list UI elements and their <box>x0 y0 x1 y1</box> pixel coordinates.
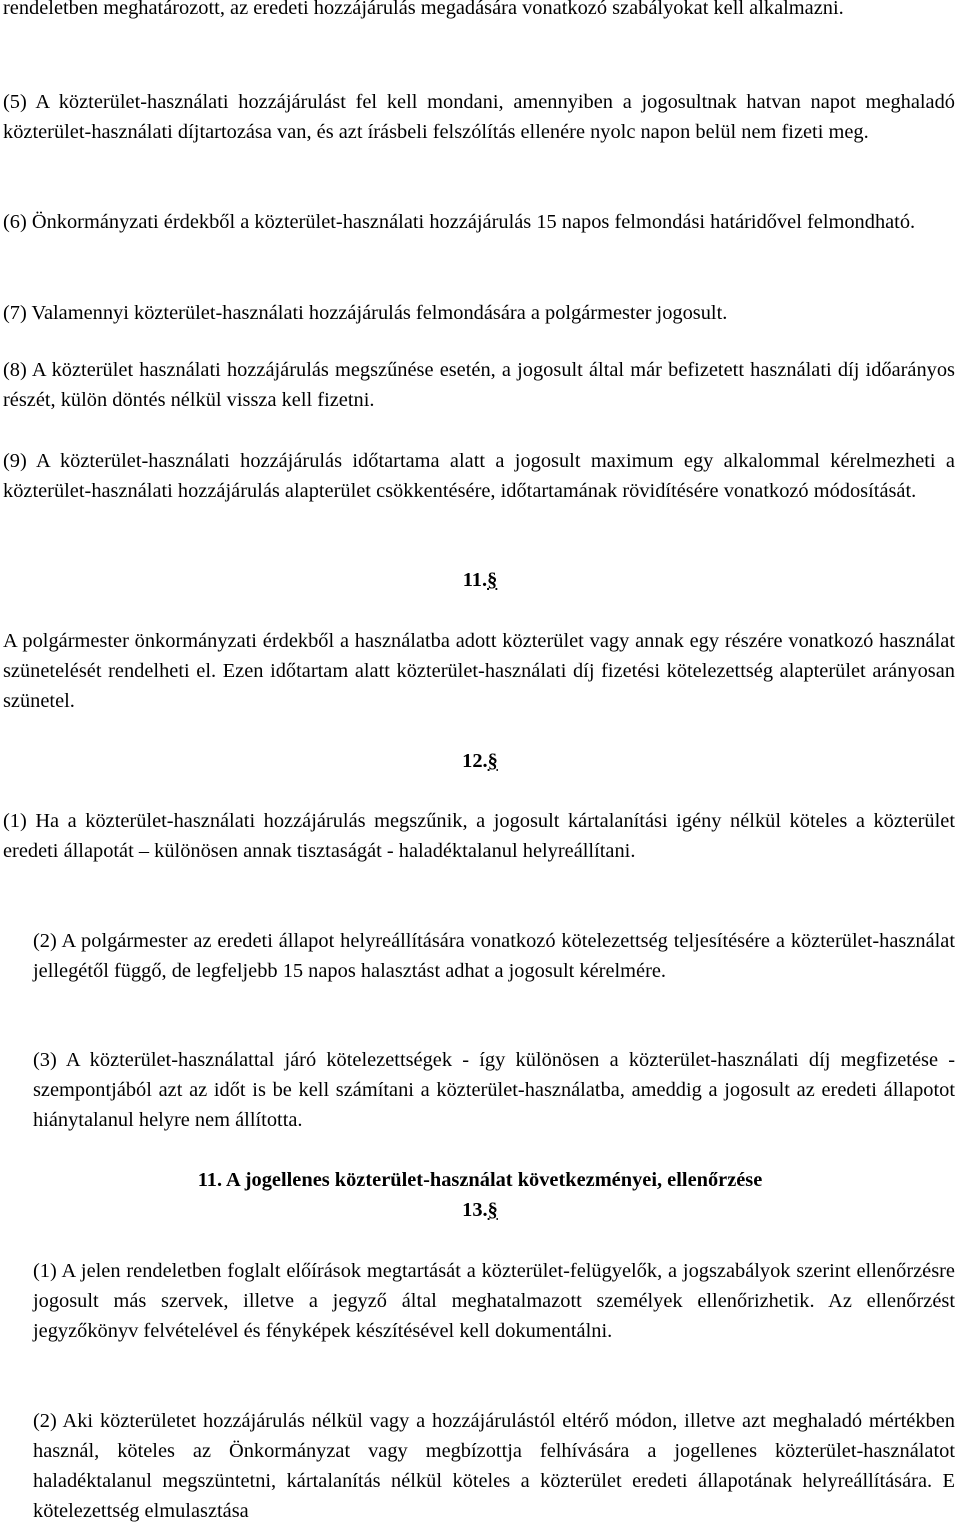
section-11-text: A polgármester önkormányzati érdekből a használatba adott közterület vagy annak egy részére vonatkozó használat szünetelését rendelheti el. Ezen időtartam alatt közterület-használati díj fizetési kötelezettség alapterület arányosan szünetel. <box>3 630 955 712</box>
section-12-paragraph-3: (3) A közterület-használattal járó kötelezettségek - így különösen a közterület-használati díj megfizetése - szempontjából azt az időt is be kell számítani a közterület-használatba, ameddig a jogosult az eredeti állapotot hiánytalanul helyre nem állította. <box>33 1049 955 1131</box>
paragraph-8: (8) A közterület használati hozzájárulás megszűnése esetén, a jogosult által már befizetett használati díj időarányos részét, külön döntés nélkül vissza kell fizetni. <box>3 359 955 411</box>
section-mark-icon: § <box>487 750 498 772</box>
paragraph-7: (7) Valamennyi közterület-használati hozzájárulás felmondására a polgármester jogosult. <box>3 302 728 324</box>
section-11-heading <box>0 565 960 595</box>
paragraph-intro: rendeletben meghatározott, az eredeti hozzájárulás megadására vonatkozó szabályokat kell alkalmazni. <box>3 0 844 19</box>
section-13-paragraph-1: (1) A jelen rendeletben foglalt előírások megtartását a közterület-felügyelők, a jogszabályok szerint ellenőrzésre jogosult más szervek, illetve a jegyző által meghatalmazott személyek ellenőrizhetik. Az ellenőrzést jegyzőkönyv felvételével és fényképek készítésével kell dokumentálni. <box>33 1260 955 1342</box>
section-mark-icon: § <box>487 569 498 591</box>
paragraph-6: (6) Önkormányzati érdekből a közterület-használati hozzájárulás 15 napos felmondási határidővel felmondható. <box>3 211 916 233</box>
section-12-heading <box>0 746 960 776</box>
section-13-number: 13. <box>462 1199 488 1221</box>
section-mark-icon: § <box>487 1199 498 1221</box>
section-11-number: 11. <box>462 569 488 591</box>
section-13-heading <box>0 1195 960 1225</box>
paragraph-5: (5) A közterület-használati hozzájárulást fel kell mondani, amennyiben a jogosultnak hatvan napot meghaladó közterület-használati díjtartozása van, és azt írásbeli felszólítás ellenére nyolc napon belül nem fizeti meg. <box>3 91 955 143</box>
section-12-number: 12. <box>462 750 488 772</box>
chapter-11-heading: 11. A jogellenes közterület-használat következményei, ellenőrzése <box>197 1169 763 1191</box>
section-12-paragraph-2: (2) A polgármester az eredeti állapot helyreállítására vonatkozó kötelezettség teljesítésére a közterület-használat jellegétől függő, de legfeljebb 15 napos halasztást adhat a jogosult kérelmére. <box>33 930 955 982</box>
section-13-paragraph-2: (2) Aki közterületet hozzájárulás nélkül vagy a hozzájárulástól eltérő módon, illetve azt meghaladó mértékben használ, köteles az Önkormányzat vagy megbízottja felhívására a jogellenes közterület-használatot haladéktalanul megszüntetni, kártalanítás nélkül köteles a közterület eredeti állapotának helyreállítására. E kötelezettség elmulasztása <box>33 1410 955 1522</box>
section-12-paragraph-1: (1) Ha a közterület-használati hozzájárulás megszűnik, a jogosult kártalanítási igény nélkül köteles a közterület eredeti állapotát – különösen annak tisztaságát - haladéktalanul helyreállítani. <box>3 810 955 862</box>
paragraph-9: (9) A közterület-használati hozzájárulás időtartama alatt a jogosult maximum egy alkalommal kérelmezheti a közterület-használati hozzájárulás alapterület csökkentésére, időtartamának rövidítésére vonatkozó módosítását. <box>3 450 955 502</box>
